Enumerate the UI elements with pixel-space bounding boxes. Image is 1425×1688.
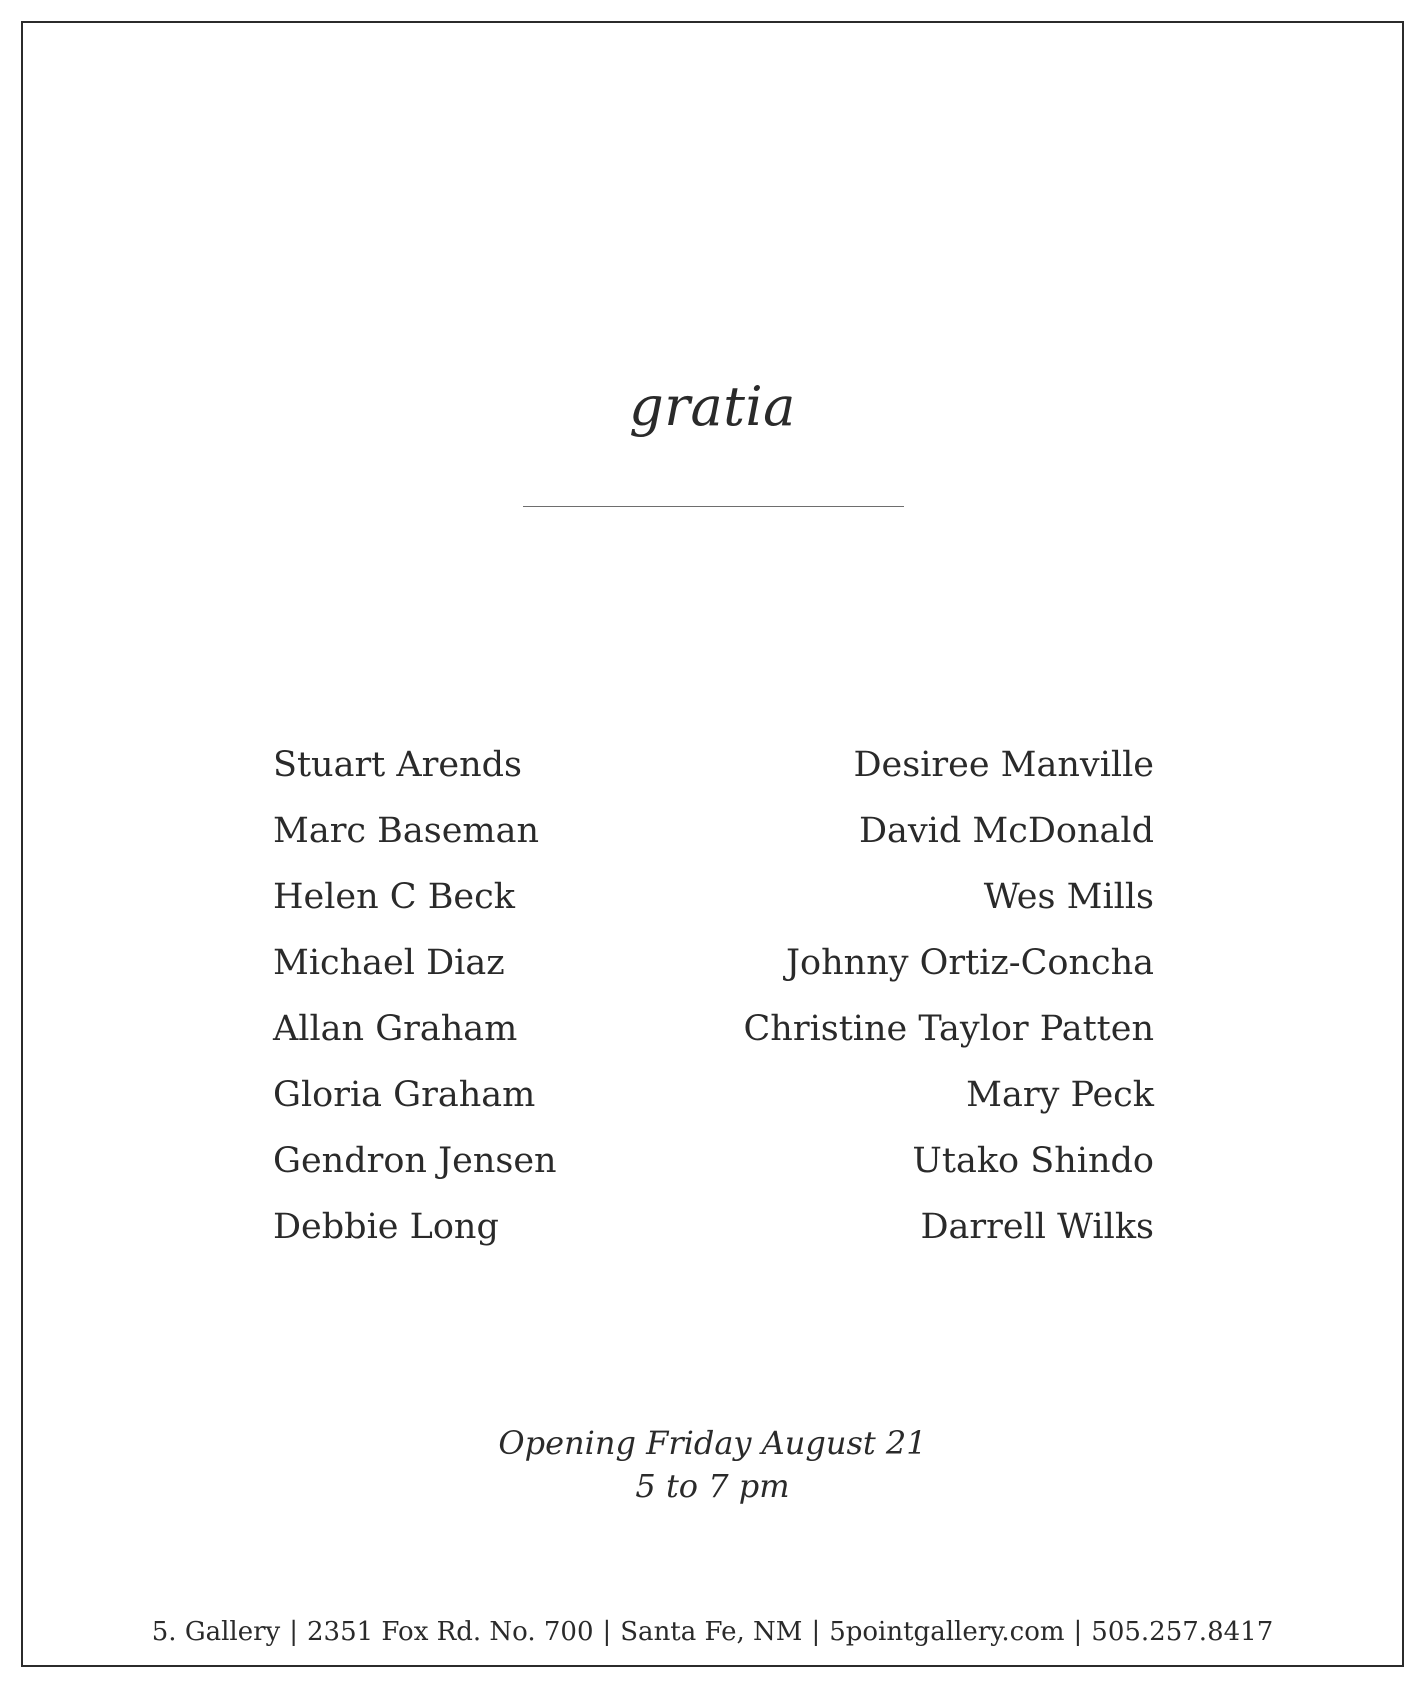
artist-name: Utako Shindo [912, 1141, 1154, 1181]
footer-separator: | [289, 1617, 298, 1647]
gallery-footer [0, 1617, 1425, 1647]
artist-name: Helen C Beck [273, 877, 515, 917]
footer-separator: | [811, 1617, 821, 1647]
gallery-address: 2351 Fox Rd. No. 700 [307, 1617, 594, 1647]
artist-name: Wes Mills [983, 877, 1154, 917]
artist-name: Debbie Long [273, 1207, 499, 1247]
opening-time: 5 to 7 pm [635, 1467, 790, 1505]
footer-separator: | [1073, 1617, 1083, 1647]
artist-name: Desiree Manville [853, 745, 1154, 785]
artist-name: Christine Taylor Patten [743, 1009, 1154, 1049]
artist-name: Darrell Wilks [920, 1207, 1154, 1247]
gallery-name: 5. Gallery [151, 1617, 281, 1647]
artist-name: Allan Graham [273, 1009, 518, 1049]
opening-date: Opening Friday August 21 [498, 1424, 927, 1462]
artist-name: Michael Diaz [273, 943, 505, 983]
gallery-website: 5pointgallery.com [829, 1617, 1065, 1647]
footer-separator: | [602, 1617, 612, 1647]
artist-name: Mary Peck [966, 1075, 1154, 1115]
gallery-phone: 505.257.8417 [1091, 1617, 1274, 1647]
gallery-city: Santa Fe, NM [620, 1617, 803, 1647]
artist-name: Gendron Jensen [273, 1141, 557, 1181]
title-divider [523, 506, 904, 507]
artist-name: David McDonald [858, 811, 1154, 851]
artist-name: Johnny Ortiz-Concha [786, 943, 1154, 983]
opening-details [0, 1422, 1425, 1508]
exhibition-title: gratia [629, 375, 796, 438]
artist-name: Marc Baseman [273, 811, 540, 851]
artist-name: Stuart Arends [273, 745, 522, 785]
artist-name: Gloria Graham [273, 1075, 536, 1115]
artist-list-right [634, 740, 1154, 1268]
